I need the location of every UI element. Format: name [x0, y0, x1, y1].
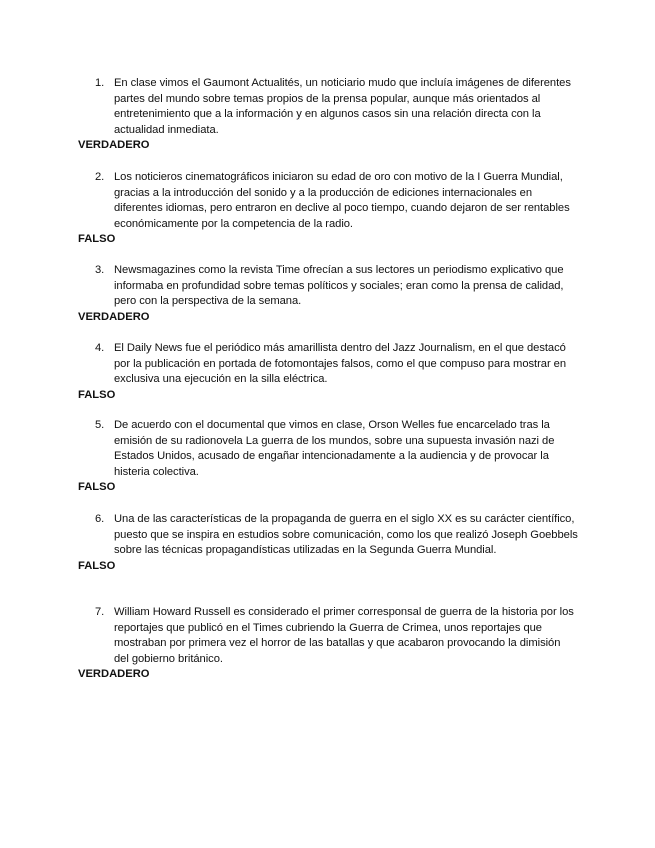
question-text-block — [78, 263, 578, 310]
question-number: 1. — [95, 77, 105, 89]
question-text: En clase vimos el Gaumont Actualités, un noticiario mudo que incluía imágenes de diferentes partes del mundo sobre temas propios de la prensa popular, aunque más orientados al entretenimiento que a la información y en algunos casos sin una relación directa con la actualidad inmediata. — [114, 77, 571, 136]
question-text: Newsmagazines como la revista Time ofrecían a sus lectores un periodismo explicativo que informaba en profundidad sobre temas políticos y sociales; eran como la prensa de calidad, pero con la perspectiva de la semana. — [114, 264, 564, 308]
answer-label: VERDADERO — [78, 310, 150, 323]
question-number: 2. — [95, 171, 105, 183]
question-text-block — [78, 341, 578, 388]
question-item-2 — [78, 170, 578, 248]
answer-label: VERDADERO — [78, 139, 150, 152]
question-text: Una de las características de la propaganda de guerra en el siglo XX es su carácter científico, puesto que se inspira en estudios sobre comunicación, como los que realizó Joseph Goebbels sobre las técnicas propagandísticas utilizadas en la Segunda Guerra Mundial. — [114, 513, 578, 557]
question-item-7 — [78, 605, 578, 683]
answer-label: FALSO — [78, 233, 116, 246]
question-number: 6. — [95, 513, 105, 525]
question-text-part: De acuerdo con el documental que vimos en clase, Orson Welles fue encarcelado tras la emisión de su radionovela — [114, 419, 550, 447]
question-item-6 — [78, 512, 578, 574]
question-text-block — [78, 418, 578, 480]
question-text: Los noticieros cinematográficos iniciaron su edad de oro con motivo de la I Guerra Mundial, gracias a la introducción del sonido y a la producción de ediciones internacionales en diferentes idiomas, pero entraron en declive al poco tiempo, cuando dejaron de ser rentables económicamente por la competencia de la radio. — [114, 171, 570, 230]
answer-label: FALSO — [78, 388, 116, 401]
question-text: El Daily News fue el periódico más amarillista dentro del Jazz Journalism, en el que destacó por la publicación en portada de fotomontajes falsos, como el que compuso para mostrar en exclusiva una ejecución en la silla eléctrica. — [114, 342, 567, 386]
answer-label: FALSO — [78, 481, 116, 494]
question-text-part: , sobre una supuesta invasión nazi de Estados Unidos, acusado de engañar intencionadamente a la audiencia y de provocar la histeria colectiva. — [114, 434, 555, 478]
question-number: 4. — [95, 342, 105, 354]
question-item-4 — [78, 341, 578, 403]
question-number: 5. — [95, 419, 105, 431]
question-text: William Howard Russell es considerado el primer corresponsal de guerra de la historia por los reportajes que publicó en el Times cubriendo la Guerra de Crimea, unos reportajes que mostraban por primera vez el horror de las batallas y que acabaron provocando la dimisión del gobierno británico. — [114, 606, 574, 665]
question-item-1 — [78, 76, 578, 154]
question-text-block — [78, 170, 578, 232]
question-number: 3. — [95, 264, 105, 276]
answer-label: FALSO — [78, 559, 116, 572]
answer-label: VERDADERO — [78, 668, 150, 681]
question-text-block — [78, 605, 578, 667]
question-item-3 — [78, 263, 578, 325]
question-text — [114, 419, 554, 478]
question-number: 7. — [95, 606, 105, 618]
question-item-5 — [78, 418, 578, 496]
work-title: La guerra de los mundos — [245, 434, 369, 447]
question-text-block — [78, 512, 578, 559]
question-text-block — [78, 76, 578, 138]
